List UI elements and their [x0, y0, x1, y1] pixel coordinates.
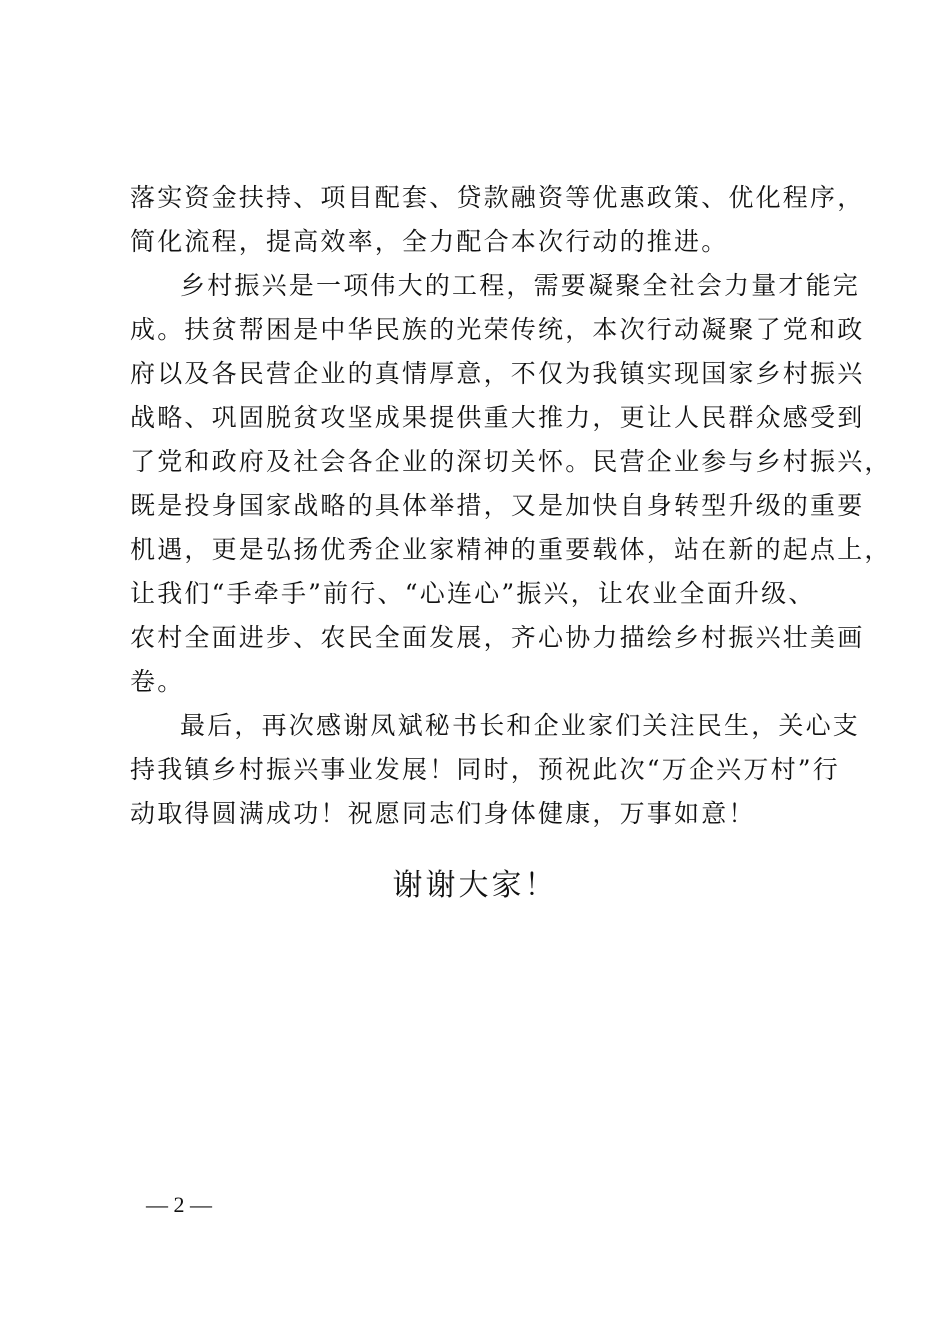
paragraph-line: 乡村振兴是一项伟大的工程，需要凝聚全社会力量才能完 [180, 271, 861, 300]
paragraph-line: 最后，再次感谢凤斌秘书长和企业家们关注民生，关心支 [180, 711, 861, 740]
paragraph-line: 了党和政府及社会各企业的深切关怀。民营企业参与乡村振兴， [130, 447, 892, 476]
paragraph-line: 既是投身国家战略的具体举措，又是加快自身转型升级的重要 [130, 491, 865, 520]
paragraph-line: 成。扶贫帮困是中华民族的光荣传统，本次行动凝聚了党和政 [130, 315, 865, 344]
paragraph-line: 让我们“手牵手”前行、“心连心”振兴，让农业全面升级、 [130, 579, 816, 608]
paragraph-line: 持我镇乡村振兴事业发展！同时，预祝此次“万企兴万村”行 [130, 755, 840, 784]
closing-remark: 谢谢大家！ [392, 868, 558, 903]
paragraph-line: 动取得圆满成功！祝愿同志们身体健康，万事如意！ [130, 799, 756, 828]
page-number: — 2 — [146, 1192, 212, 1217]
paragraph-line: 农村全面进步、农民全面发展，齐心协力描绘乡村振兴壮美画 [130, 623, 865, 652]
paragraph-line: 简化流程，提高效率，全力配合本次行动的推进。 [130, 227, 729, 256]
paragraph-line: 卷。 [130, 667, 185, 696]
paragraph-line: 战略、巩固脱贫攻坚成果提供重大推力，更让人民群众感受到 [130, 403, 865, 432]
paragraph-line: 落实资金扶持、项目配套、贷款融资等优惠政策、优化程序， [130, 183, 865, 212]
paragraph-line: 机遇，更是弘扬优秀企业家精神的重要载体，站在新的起点上， [130, 535, 892, 564]
paragraph-line: 府以及各民营企业的真情厚意，不仅为我镇实现国家乡村振兴 [130, 359, 865, 388]
